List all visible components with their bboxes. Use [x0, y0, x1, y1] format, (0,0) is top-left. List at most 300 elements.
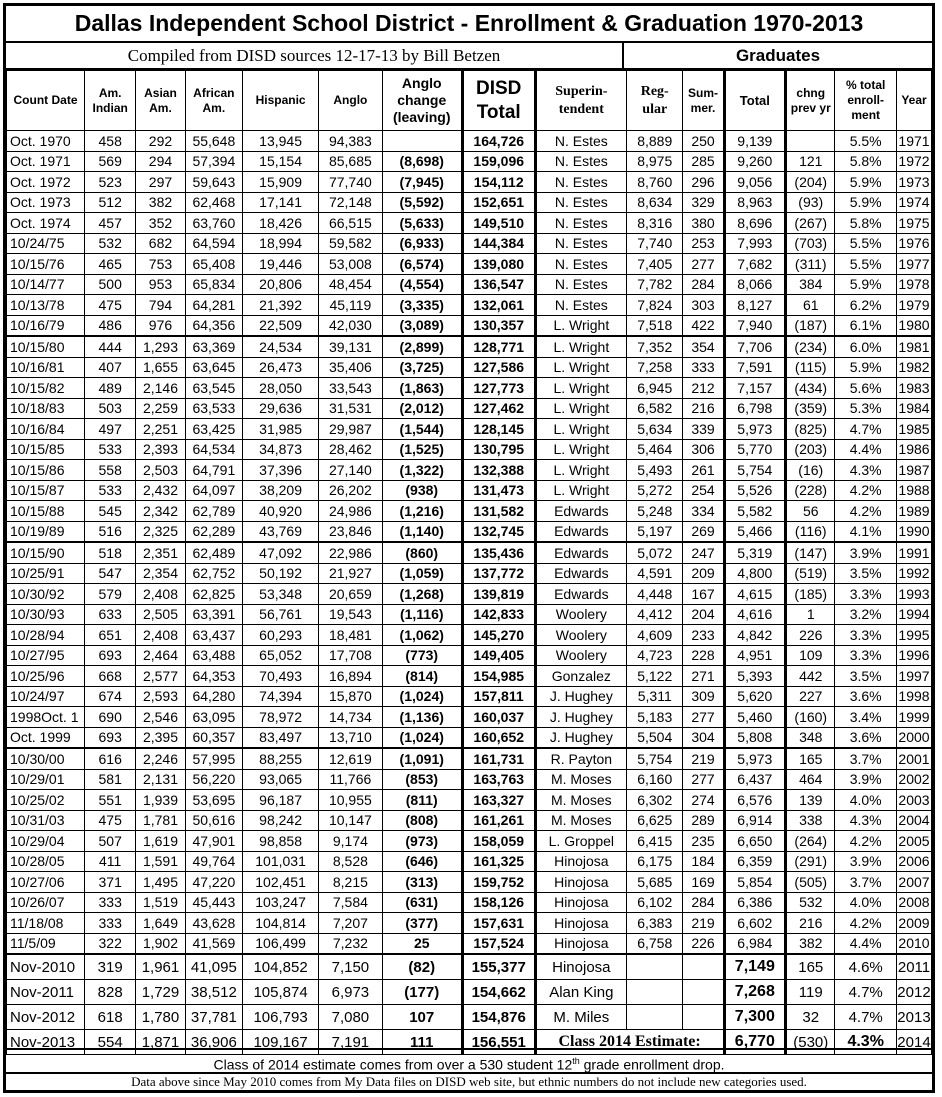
cell: 9,056: [724, 172, 786, 193]
cell: 157,811: [462, 686, 535, 707]
cell: Woolery: [535, 604, 626, 625]
cell: 4.0%: [835, 790, 897, 811]
cell: 139: [786, 790, 835, 811]
cell: 131,582: [462, 501, 535, 522]
cell: 18,481: [319, 625, 383, 646]
cell: 4.3%: [835, 460, 897, 481]
cell: 56,761: [243, 604, 319, 625]
cell: 63,533: [185, 398, 242, 419]
cell: 1986: [896, 439, 931, 460]
cell: 104,852: [243, 954, 319, 980]
cell: 43,769: [243, 521, 319, 542]
cell: 24,534: [243, 336, 319, 357]
cell: 17,141: [243, 192, 319, 213]
cell: 2008: [896, 892, 931, 913]
cell: 507: [85, 831, 136, 852]
cell: 2,131: [136, 769, 185, 790]
cell: 62,789: [185, 501, 242, 522]
cell: 271: [683, 666, 724, 687]
cell: 545: [85, 501, 136, 522]
cell: 70,493: [243, 666, 319, 687]
cell: 3.9%: [835, 542, 897, 563]
cell: 28,050: [243, 378, 319, 399]
cell: 486: [85, 315, 136, 336]
cell: 40,920: [243, 501, 319, 522]
cell: 53,348: [243, 584, 319, 605]
cell: 4,800: [724, 563, 786, 584]
cell: 163,327: [462, 790, 535, 811]
cell: 10/15/88: [7, 501, 85, 522]
cell: 1987: [896, 460, 931, 481]
cell: 382: [136, 192, 185, 213]
cell: 5.9%: [835, 357, 897, 378]
cell: Woolery: [535, 625, 626, 646]
cell: 50,616: [185, 810, 242, 831]
cell: 380: [683, 213, 724, 234]
cell: 1989: [896, 501, 931, 522]
cell: Gonzalez: [535, 666, 626, 687]
cell: 107: [382, 1005, 462, 1030]
cell: (311): [786, 254, 835, 275]
cell: 1,619: [136, 831, 185, 852]
cell: 4,591: [627, 563, 683, 584]
cell: 111: [382, 1030, 462, 1055]
cell: 9,139: [724, 131, 786, 152]
cell: 139,819: [462, 584, 535, 605]
cell: 28,462: [319, 439, 383, 460]
cell: 3.9%: [835, 769, 897, 790]
cell: 3.9%: [835, 851, 897, 872]
cell: 3.4%: [835, 707, 897, 728]
cell: Hinojosa: [535, 954, 626, 980]
cell: 10/25/02: [7, 790, 85, 811]
cell: 94,383: [319, 131, 383, 152]
cell: 233: [683, 625, 724, 646]
cell: 6,945: [627, 378, 683, 399]
cell: 5,685: [627, 872, 683, 893]
cell: (808): [382, 810, 462, 831]
col-header: % total enroll- ment: [835, 71, 897, 131]
cell: 6,914: [724, 810, 786, 831]
cell: 532: [85, 233, 136, 254]
cell: (6,574): [382, 254, 462, 275]
cell: [382, 131, 462, 152]
cell: 533: [85, 480, 136, 501]
cell: 4,842: [724, 625, 786, 646]
cell: 161,261: [462, 810, 535, 831]
cell: 10/16/84: [7, 419, 85, 440]
cell: 512: [85, 192, 136, 213]
cell: 216: [786, 913, 835, 934]
cell: 33,543: [319, 378, 383, 399]
cell: 1992: [896, 563, 931, 584]
cell: 18,426: [243, 213, 319, 234]
cell: 21,392: [243, 295, 319, 316]
cell: 24,986: [319, 501, 383, 522]
cell: 4.2%: [835, 831, 897, 852]
cell: 1983: [896, 378, 931, 399]
cell: (1,216): [382, 501, 462, 522]
cell: 39,131: [319, 336, 383, 357]
cell: 41,095: [185, 954, 242, 980]
cell: 10/26/07: [7, 892, 85, 913]
cell: 160,652: [462, 727, 535, 748]
cell: Nov-2010: [7, 954, 85, 980]
cell: 161,731: [462, 748, 535, 769]
cell: 5.9%: [835, 192, 897, 213]
table-row: [7, 336, 932, 357]
footnote-estimate-main: Class of 2014 estimate comes from over a 530 student 12: [213, 1056, 573, 1073]
table-row: [7, 851, 932, 872]
cell: 794: [136, 295, 185, 316]
cell: (313): [382, 872, 462, 893]
cell: 1998: [896, 686, 931, 707]
cell: 20,659: [319, 584, 383, 605]
cell: 5.5%: [835, 233, 897, 254]
cell: 48,454: [319, 274, 383, 295]
cell: 103,247: [243, 892, 319, 913]
cell: (530): [786, 1030, 835, 1055]
cell: 3.7%: [835, 748, 897, 769]
cell: [683, 980, 724, 1005]
cell: 7,150: [319, 954, 383, 980]
cell: 64,281: [185, 295, 242, 316]
cell: 127,462: [462, 398, 535, 419]
cell: 159,752: [462, 872, 535, 893]
cell: 348: [786, 727, 835, 748]
cell: 152,651: [462, 192, 535, 213]
table-row: [7, 645, 932, 666]
cell: 10/24/97: [7, 686, 85, 707]
cell: (1,059): [382, 563, 462, 584]
cell: 2005: [896, 831, 931, 852]
cell: 226: [683, 933, 724, 954]
cell: 1998Oct. 1: [7, 707, 85, 728]
cell: 1988: [896, 480, 931, 501]
cell: 5,808: [724, 727, 786, 748]
cell: 26,473: [243, 357, 319, 378]
cell: 64,097: [185, 480, 242, 501]
cell: 164,726: [462, 131, 535, 152]
cell: 1999: [896, 707, 931, 728]
table-row: [7, 192, 932, 213]
cell: 7,940: [724, 315, 786, 336]
cell: 7,352: [627, 336, 683, 357]
cell: Edwards: [535, 542, 626, 563]
cell: 352: [136, 213, 185, 234]
cell: 1,519: [136, 892, 185, 913]
cell: 6,415: [627, 831, 683, 852]
cell: 127,586: [462, 357, 535, 378]
cell: 63,095: [185, 707, 242, 728]
cell: 7,232: [319, 933, 383, 954]
cell: 10/25/91: [7, 563, 85, 584]
cell: 64,353: [185, 666, 242, 687]
cell: 3.6%: [835, 686, 897, 707]
cell: 130,357: [462, 315, 535, 336]
cell: (115): [786, 357, 835, 378]
cell: 155,377: [462, 954, 535, 980]
cell: 4.7%: [835, 1005, 897, 1030]
col-header: chng prev yr: [786, 71, 835, 131]
cell: (1,544): [382, 419, 462, 440]
cell: 354: [683, 336, 724, 357]
cell: 5.9%: [835, 172, 897, 193]
cell: 4,723: [627, 645, 683, 666]
cell: 4.6%: [835, 954, 897, 980]
table-row: [7, 295, 932, 316]
table-row: [7, 460, 932, 481]
cell: J. Hughey: [535, 707, 626, 728]
cell: 1978: [896, 274, 931, 295]
cell: 226: [786, 625, 835, 646]
cell: L. Wright: [535, 336, 626, 357]
cell: 98,242: [243, 810, 319, 831]
cell: 7,405: [627, 254, 683, 275]
cell: 8,760: [627, 172, 683, 193]
cell: 38,209: [243, 480, 319, 501]
cell: 10/30/00: [7, 748, 85, 769]
cell: 6,437: [724, 769, 786, 790]
cell: 149,405: [462, 645, 535, 666]
cell: [627, 1005, 683, 1030]
cell: [627, 954, 683, 980]
cell: N. Estes: [535, 295, 626, 316]
cell: 2006: [896, 851, 931, 872]
cell: 5.8%: [835, 151, 897, 172]
cell: 18,994: [243, 233, 319, 254]
cell: (811): [382, 790, 462, 811]
cell: 5,197: [627, 521, 683, 542]
cell: 10/15/82: [7, 378, 85, 399]
cell: 4.4%: [835, 933, 897, 954]
cell: 1997: [896, 666, 931, 687]
cell: 165: [786, 954, 835, 980]
cell: L. Wright: [535, 398, 626, 419]
cell: L. Wright: [535, 357, 626, 378]
cell: L. Wright: [535, 378, 626, 399]
cell: (4,554): [382, 274, 462, 295]
cell: 5.8%: [835, 213, 897, 234]
cell: 1980: [896, 315, 931, 336]
cell: N. Estes: [535, 192, 626, 213]
cell: 19,543: [319, 604, 383, 625]
cell: 5,248: [627, 501, 683, 522]
cell: 1994: [896, 604, 931, 625]
cell: 13,945: [243, 131, 319, 152]
cell: (2,012): [382, 398, 462, 419]
cell: 5,582: [724, 501, 786, 522]
cell: Alan King: [535, 980, 626, 1005]
cell: 11,766: [319, 769, 383, 790]
table-row: [7, 542, 932, 563]
cell: 1,939: [136, 790, 185, 811]
cell: 10/24/75: [7, 233, 85, 254]
cell: 1984: [896, 398, 931, 419]
cell: 10,955: [319, 790, 383, 811]
cell: 6.1%: [835, 315, 897, 336]
cell: 1,649: [136, 913, 185, 934]
col-header: DISD Total: [462, 71, 535, 131]
cell: 26,202: [319, 480, 383, 501]
cell: 5,634: [627, 419, 683, 440]
cell: 6,770: [724, 1030, 786, 1055]
cell: 4,609: [627, 625, 683, 646]
cell: 104,814: [243, 913, 319, 934]
cell: 6.2%: [835, 295, 897, 316]
cell: [683, 1005, 724, 1030]
cell: 16,894: [319, 666, 383, 687]
cell: 212: [683, 378, 724, 399]
cell: 8,528: [319, 851, 383, 872]
cell: 209: [683, 563, 724, 584]
table-row: [7, 584, 932, 605]
cell: 2004: [896, 810, 931, 831]
cell: 1,902: [136, 933, 185, 954]
cell: 61: [786, 295, 835, 316]
table-row: [7, 419, 932, 440]
cell: 2,351: [136, 542, 185, 563]
cell: 47,901: [185, 831, 242, 852]
cell: 2003: [896, 790, 931, 811]
cell: 322: [85, 933, 136, 954]
cell: 1981: [896, 336, 931, 357]
cell: 66,515: [319, 213, 383, 234]
cell: N. Estes: [535, 151, 626, 172]
cell: 2,408: [136, 584, 185, 605]
cell: 158,126: [462, 892, 535, 913]
cell: Nov-2012: [7, 1005, 85, 1030]
cell: Edwards: [535, 521, 626, 542]
cell: 1996: [896, 645, 931, 666]
cell: Nov-2013: [7, 1030, 85, 1055]
cell: 2,408: [136, 625, 185, 646]
cell: Oct. 1971: [7, 151, 85, 172]
cell: 38,512: [185, 980, 242, 1005]
cell: 8,696: [724, 213, 786, 234]
cell: 15,154: [243, 151, 319, 172]
cell: (6,933): [382, 233, 462, 254]
cell: 65,408: [185, 254, 242, 275]
cell: 43,628: [185, 913, 242, 934]
cell: 8,127: [724, 295, 786, 316]
col-header: Superin- tendent: [535, 71, 626, 131]
cell: (1,140): [382, 521, 462, 542]
cell: 6,160: [627, 769, 683, 790]
cell: [627, 980, 683, 1005]
cell: Edwards: [535, 501, 626, 522]
cell: 4.3%: [835, 810, 897, 831]
cell: 8,316: [627, 213, 683, 234]
cell: 334: [683, 501, 724, 522]
cell: 57,995: [185, 748, 242, 769]
cell: 333: [683, 357, 724, 378]
cell: 475: [85, 295, 136, 316]
cell: 5.9%: [835, 274, 897, 295]
table-row: [7, 213, 932, 234]
cell: 2,432: [136, 480, 185, 501]
cell: M. Moses: [535, 790, 626, 811]
table-row: [7, 748, 932, 769]
cell: (3,725): [382, 357, 462, 378]
cell: 14,734: [319, 707, 383, 728]
cell: 63,391: [185, 604, 242, 625]
cell: 72,148: [319, 192, 383, 213]
cell: N. Estes: [535, 233, 626, 254]
cell: 551: [85, 790, 136, 811]
cell: 154,876: [462, 1005, 535, 1030]
cell: 5,466: [724, 521, 786, 542]
cell: 1,780: [136, 1005, 185, 1030]
cell: 285: [683, 151, 724, 172]
cell: 693: [85, 727, 136, 748]
cell: 6,984: [724, 933, 786, 954]
table-row: [7, 954, 932, 980]
table-row: [7, 810, 932, 831]
table-row: [7, 233, 932, 254]
cell: 503: [85, 398, 136, 419]
cell: (2,899): [382, 336, 462, 357]
cell: (1,322): [382, 460, 462, 481]
cell: 2,393: [136, 439, 185, 460]
cell: 10/25/96: [7, 666, 85, 687]
col-header: Anglo change (leaving): [382, 71, 462, 131]
cell: 10/27/95: [7, 645, 85, 666]
cell: 10/14/77: [7, 274, 85, 295]
cell: (82): [382, 954, 462, 980]
footnote-estimate-end: grade enrollment drop.: [579, 1056, 725, 1073]
cell: 106,793: [243, 1005, 319, 1030]
cell: 304: [683, 727, 724, 748]
table-row: [7, 254, 932, 275]
cell: L. Wright: [535, 460, 626, 481]
cell: 64,791: [185, 460, 242, 481]
cell: 8,066: [724, 274, 786, 295]
table-row: [7, 625, 932, 646]
cell: 7,157: [724, 378, 786, 399]
cell: 8,975: [627, 151, 683, 172]
cell: 63,645: [185, 357, 242, 378]
cell: 2,577: [136, 666, 185, 687]
cell: 247: [683, 542, 724, 563]
cell: 10/30/92: [7, 584, 85, 605]
cell: 384: [786, 274, 835, 295]
cell: 10/29/04: [7, 831, 85, 852]
cell: 19,446: [243, 254, 319, 275]
cell: 4,616: [724, 604, 786, 625]
cell: 7,993: [724, 233, 786, 254]
cell: 10/15/87: [7, 480, 85, 501]
cell: 184: [683, 851, 724, 872]
cell: (973): [382, 831, 462, 852]
cell: 1976: [896, 233, 931, 254]
cell: 6,383: [627, 913, 683, 934]
cell: 235: [683, 831, 724, 852]
cell: 7,591: [724, 357, 786, 378]
cell: L. Groppel: [535, 831, 626, 852]
cell: 41,569: [185, 933, 242, 954]
cell: 10/16/81: [7, 357, 85, 378]
cell: 547: [85, 563, 136, 584]
cell: 4.1%: [835, 521, 897, 542]
cell: 269: [683, 521, 724, 542]
enrollment-sheet: [3, 3, 935, 1093]
cell: 500: [85, 274, 136, 295]
cell: 284: [683, 892, 724, 913]
cell: 8,634: [627, 192, 683, 213]
cell: 4,615: [724, 584, 786, 605]
cell: 85,685: [319, 151, 383, 172]
